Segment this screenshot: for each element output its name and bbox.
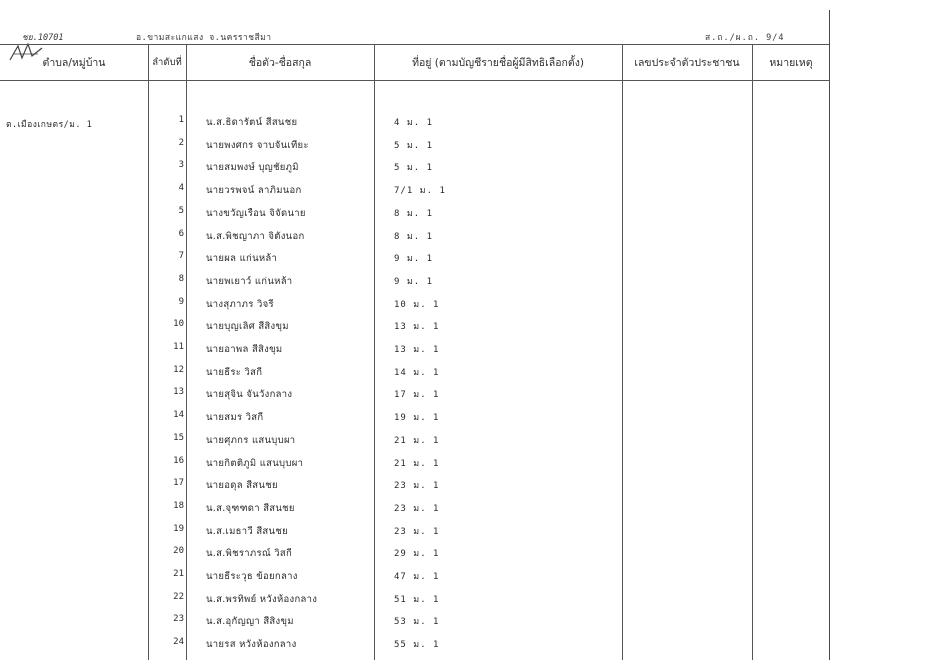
table-row <box>0 342 830 360</box>
row-number: 22 <box>173 591 184 602</box>
row-number: 21 <box>173 569 184 579</box>
row-number: 24 <box>173 637 184 648</box>
row-number: 6 <box>178 228 184 239</box>
table-row <box>0 456 830 474</box>
table-row <box>0 478 830 496</box>
voter-name: นายธีระวุธ ข้อยกลาง <box>206 571 298 582</box>
voter-address: 8 ม. 1 <box>394 231 434 242</box>
voter-address: 23 ม. 1 <box>394 526 440 537</box>
voter-address: 14 ม. 1 <box>394 367 440 378</box>
voter-address: 23 ม. 1 <box>394 481 440 492</box>
table-row <box>0 160 830 178</box>
voter-name: น.ส.จุฑฑดา สีสนชย <box>206 502 295 514</box>
voter-name: นายอดุล สีสนชย <box>206 480 278 492</box>
document-code: ชย.10701 <box>22 33 64 43</box>
row-number: 2 <box>178 137 184 148</box>
table-row <box>0 524 830 542</box>
row-number: 3 <box>178 160 184 171</box>
row-number: 15 <box>173 432 184 443</box>
voter-address: 5 ม. 1 <box>394 163 434 174</box>
subdistrict-label: ต.เมืองเกษตร/ม. 1 <box>6 120 93 130</box>
table-row <box>0 297 830 315</box>
table-row <box>0 319 830 337</box>
voter-name: นายกิตติภูมิ แสนบุบผา <box>206 457 304 469</box>
table-row <box>0 387 830 405</box>
voter-address: 9 ม. 1 <box>394 254 434 265</box>
row-number: 4 <box>178 183 184 194</box>
voter-address: 23 ม. 1 <box>394 503 440 514</box>
voter-name: นายพเยาว์ แก่นหล้า <box>206 275 293 287</box>
table-top-rule <box>0 44 830 45</box>
table-row <box>0 274 830 292</box>
voter-name: นายสมร วิสกี <box>206 412 264 424</box>
voter-address: 55 ม. 1 <box>394 640 440 651</box>
voter-address: 10 ม. 1 <box>394 299 440 310</box>
voter-name: น.ส.พิชราภรณ์ วิสกี <box>206 548 293 560</box>
voter-name: นายพงศกร จาบจันเทียะ <box>206 139 309 151</box>
column-header-name: ชื่อตัว-ชื่อสกุล <box>248 57 312 69</box>
row-number: 16 <box>173 455 184 466</box>
table-row <box>0 251 830 269</box>
voter-address: 4 ม. 1 <box>394 118 434 128</box>
table-row <box>0 592 830 610</box>
voter-name: นายสมพงษ์ บุญชัยภูมิ <box>206 162 299 174</box>
voter-address: 9 ม. 1 <box>394 276 434 287</box>
row-number: 14 <box>173 410 184 421</box>
column-header-subdistrict: ตำบล/หมู่บ้าน <box>42 57 106 69</box>
voter-address: 29 ม. 1 <box>394 549 440 560</box>
column-header-address: ที่อยู่ (ตามบัญชีรายชื่อผู้มีสิทธิเลือกตั้ง) <box>412 57 584 69</box>
voter-name: น.ส.อุกัญญา สีสิงขุม <box>206 616 294 628</box>
page-reference: ส.ถ./ผ.ถ. 9/4 <box>705 33 785 43</box>
voter-name: นายผล แก่นหล้า <box>206 253 278 265</box>
table-row <box>0 410 830 428</box>
column-header-seq: ลำดับที่ <box>152 57 182 68</box>
voter-address: 53 ม. 1 <box>394 617 440 628</box>
row-number: 10 <box>173 319 184 330</box>
table-row <box>0 229 830 247</box>
table-row <box>0 138 830 156</box>
row-number: 23 <box>173 614 184 625</box>
table-row <box>0 206 830 224</box>
table-row <box>0 501 830 519</box>
row-number: 12 <box>173 364 184 375</box>
voter-address: 47 ม. 1 <box>394 572 440 582</box>
voter-address: 5 ม. 1 <box>394 140 434 151</box>
voter-address: 21 ม. 1 <box>394 458 440 469</box>
voter-address: 51 ม. 1 <box>394 594 440 605</box>
column-header-id-number: เลขประจำตัวประชาชน <box>634 57 740 69</box>
voter-name: น.ส.พิชญาภา จิตังนอก <box>206 230 305 242</box>
voter-address: 7/1 ม. 1 <box>394 186 446 197</box>
voter-address: 8 ม. 1 <box>394 208 434 219</box>
table-header-rule <box>0 80 830 81</box>
row-number: 7 <box>178 251 184 262</box>
voter-name: นายศุภกร แสนบุบผา <box>206 434 296 446</box>
voter-name: น.ส.พรทิพย์ หวังห้องกลาง <box>206 593 318 605</box>
table-row <box>0 546 830 564</box>
district-label: อ.ขามสะแกแสง จ.นครราชสีมา <box>136 33 272 43</box>
table-row <box>0 637 830 655</box>
voter-address: 13 ม. 1 <box>394 322 440 333</box>
voter-name: นายวรพจน์ ลาภิมนอก <box>206 185 302 197</box>
table-row <box>0 365 830 383</box>
voter-name: นายธีระ วิสกี <box>206 366 263 378</box>
voter-name: นายรส หวังห้องกลาง <box>206 639 297 651</box>
row-number: 9 <box>178 296 184 307</box>
row-number: 20 <box>173 546 184 557</box>
voter-name: นายอาพล สีสิงขุม <box>206 344 283 355</box>
voter-name: น.ส.เมธาวี สีสนชย <box>206 525 288 537</box>
row-number: 17 <box>173 478 184 489</box>
table-row <box>0 614 830 632</box>
row-number: 1 <box>178 115 184 125</box>
voter-name: นายสุจิน จันวังกลาง <box>206 389 293 401</box>
voter-address: 19 ม. 1 <box>394 413 440 424</box>
table-row <box>0 115 830 133</box>
row-number: 5 <box>178 205 184 216</box>
voter-name: น.ส.ธิดารัตน์ สีสนชย <box>206 117 298 128</box>
table-row <box>0 183 830 201</box>
voter-name: นางสุภาภร วิจรี <box>206 298 274 310</box>
row-number: 19 <box>173 523 184 534</box>
table-row <box>0 569 830 587</box>
row-number: 13 <box>173 387 184 398</box>
row-number: 18 <box>173 500 184 511</box>
voter-name: นางขวัญเรือน จิจัดนาย <box>206 207 306 219</box>
voter-address: 17 ม. 1 <box>394 390 440 401</box>
column-header-remark: หมายเหตุ <box>769 57 813 69</box>
row-number: 11 <box>173 342 184 352</box>
table-row <box>0 433 830 451</box>
voter-address: 21 ม. 1 <box>394 435 440 446</box>
row-number: 8 <box>178 273 184 284</box>
voter-name: นายบุญเลิศ สีสิงขุม <box>206 321 289 333</box>
voter-address: 13 ม. 1 <box>394 345 440 355</box>
